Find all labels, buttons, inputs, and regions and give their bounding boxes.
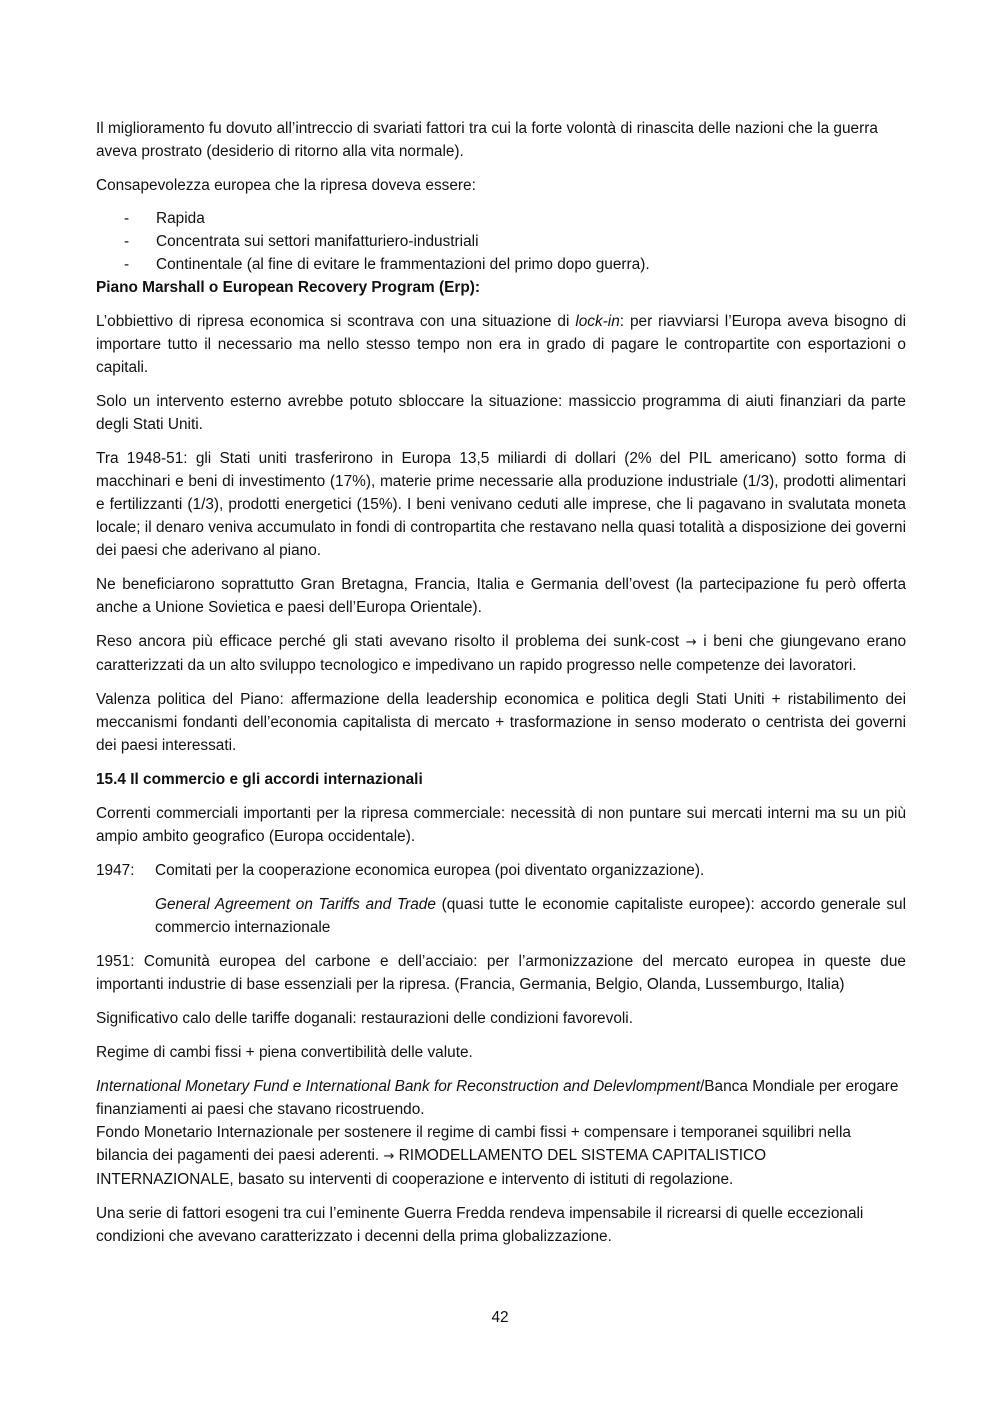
dash-marker: - bbox=[124, 210, 130, 227]
paragraph-gatt bbox=[155, 893, 906, 939]
paragraph-correnti: Correnti commerciali importanti per la ripresa commerciale: necessità di non puntare sui mercati interni ma su un più ampio ambito geografico (Europa occidentale). bbox=[96, 805, 906, 845]
entry-1947 bbox=[96, 859, 906, 882]
imf-title: International Monetary Fund e International Bank for Reconstruction and Delevlompment bbox=[96, 1078, 700, 1095]
page-number: 42 bbox=[491, 1309, 509, 1326]
list-item bbox=[96, 230, 906, 253]
heading-piano-marshall: Piano Marshall o European Recovery Program (Erp): bbox=[96, 279, 481, 296]
gatt-title: General Agreement on Tariffs and Trade bbox=[155, 896, 436, 913]
paragraph-sunk-cost bbox=[96, 630, 906, 677]
gatt-text: (quasi tutte le economie capitaliste europee): accordo generale sul commercio internazionale bbox=[155, 896, 907, 936]
arrow-right-icon: → bbox=[685, 635, 697, 650]
list-item-text: Concentrata sui settori manifatturiero-industriali bbox=[156, 233, 479, 250]
year-label: 1947: bbox=[96, 862, 135, 879]
document-page bbox=[96, 117, 906, 1259]
paragraph-tariffe: Significativo calo delle tariffe doganali: restaurazioni delle condizioni favorevoli. bbox=[96, 1010, 633, 1027]
paragraph-beneficiarono: Ne beneficiarono soprattutto Gran Bretagna, Francia, Italia e Germania dell’ovest (la partecipazione fu però offerta anche a Unione Sovietica e paesi dell’Europa Orientale). bbox=[96, 576, 906, 616]
fondo-text-after: RIMODELLAMENTO DEL SISTEMA CAPITALISTICO INTERNAZIONALE, basato su interventi di cooperazione e intervento di istituti di regolazione. bbox=[96, 1147, 767, 1188]
lock-in-text-after: : per riavviarsi l’Europa aveva bisogno di importare tutto il necessario ma nello stesso tempo non era in grado di pagare le contropartite con esportazioni o capitali. bbox=[96, 313, 906, 376]
paragraph-imf bbox=[96, 1075, 906, 1191]
ripresa-list bbox=[96, 207, 906, 276]
dash-marker: - bbox=[124, 233, 130, 250]
paragraph-valenza-politica: Valenza politica del Piano: affermazione della leadership economica e politica degli Stati Uniti + ristabilimento dei meccanismi fondanti dell’economia capitalista di mercato + trasformazione in senso moderato o centrista dei governi dei paesi interessati. bbox=[96, 691, 906, 754]
list-item bbox=[96, 207, 906, 230]
paragraph-lock-in bbox=[96, 310, 906, 379]
paragraph-miglioramento: Il miglioramento fu dovuto all’intreccio di svariati fattori tra cui la forte volontà di rinascita delle nazioni che la guerra aveva prostrato (desiderio di ritorno alla vita normale). bbox=[96, 120, 878, 160]
year-text: Comitati per la cooperazione economica europea (poi diventato organizzazione). bbox=[155, 862, 705, 879]
list-item-text: Continentale (al fine di evitare le frammentazioni del primo dopo guerra). bbox=[156, 256, 650, 273]
paragraph-1951: 1951: Comunità europea del carbone e dell’acciaio: per l’armonizzazione del mercato europea in queste due importanti industrie di base essenziali per la ripresa. (Francia, Germania, Belgio, Olanda, Lussemburgo, Italia) bbox=[96, 953, 906, 993]
list-item-text: Rapida bbox=[156, 210, 205, 227]
paragraph-1948-51: Tra 1948-51: gli Stati uniti trasferirono in Europa 13,5 miliardi di dollari (2% del PIL americano) sotto forma di macchinari e beni di investimento (17%), materie prime necessarie alla produzione industriale (1/3), prodotti alimentari e fertilizzanti (1/3), prodotti energetici (15%). I beni venivano ceduti alle imprese, che li pagavano in svalutata moneta locale; il denaro veniva accumulato in fondi di contropartita che restavano nella quasi totalità a disposizione dei governi dei paesi che aderivano al piano. bbox=[96, 450, 906, 559]
paragraph-intervento: Solo un intervento esterno avrebbe potuto sbloccare la situazione: massiccio programma di aiuti finanziari da parte degli Stati Uniti. bbox=[96, 393, 906, 433]
paragraph-guerra-fredda: Una serie di fattori esogeni tra cui l’eminente Guerra Fredda rendeva impensabile il ricrearsi di quelle eccezionali condizioni che avevano caratterizzato i decenni della prima globalizzazione. bbox=[96, 1205, 864, 1245]
lock-in-text-before: L’obbiettivo di ripresa economica si scontrava con una situazione di bbox=[96, 313, 576, 330]
arrow-right-icon: → bbox=[383, 1149, 395, 1164]
sunk-text-before: Reso ancora più efficace perché gli stati avevano risolto il problema dei sunk-cost bbox=[96, 633, 686, 650]
fondo-text-before: Fondo Monetario Internazionale per sostenere il regime di cambi fissi + compensare i temporanei squilibri nella bilancia dei pagamenti dei paesi aderenti. bbox=[96, 1124, 851, 1164]
paragraph-consapevolezza: Consapevolezza europea che la ripresa doveva essere: bbox=[96, 177, 476, 194]
imf-text: /Banca Mondiale per erogare finanziamenti ai paesi che stavano ricostruendo. bbox=[96, 1078, 899, 1118]
heading-15-4: 15.4 Il commercio e gli accordi internazionali bbox=[96, 771, 423, 788]
list-item bbox=[96, 253, 906, 276]
lock-in-term: lock-in bbox=[575, 313, 620, 330]
paragraph-cambi: Regime di cambi fissi + piena convertibilità delle valute. bbox=[96, 1044, 473, 1061]
sunk-text-after: i beni che giungevano erano caratterizzati da un alto sviluppo tecnologico e impedivano un rapido progresso nelle competenze dei lavoratori. bbox=[96, 633, 907, 674]
dash-marker: - bbox=[124, 256, 130, 273]
